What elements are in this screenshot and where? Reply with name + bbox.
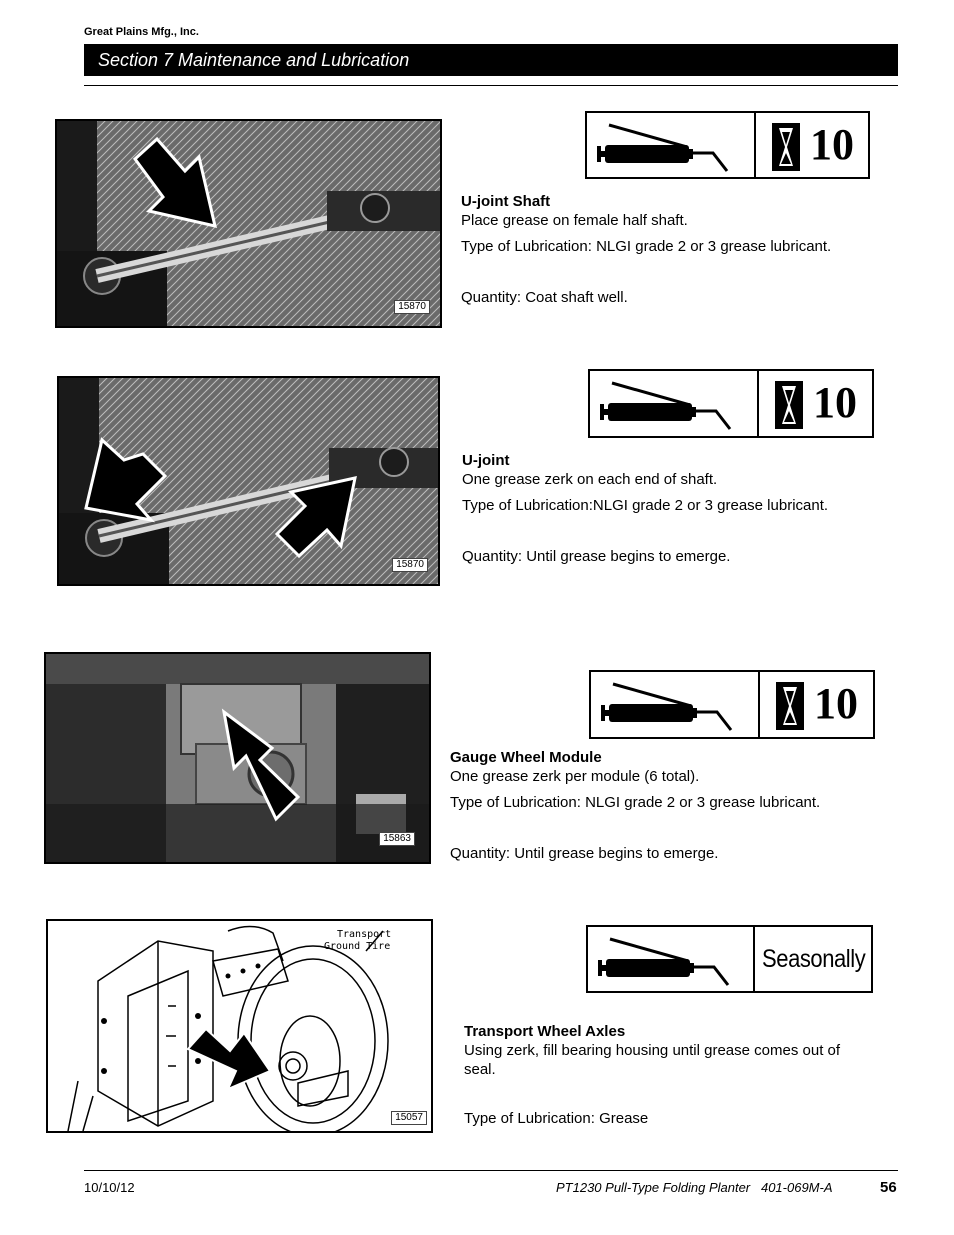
hourglass-icon <box>776 682 804 730</box>
entry-title: U-joint Shaft <box>461 193 551 210</box>
section-title-bar <box>84 44 898 76</box>
drawing-label: Ground Tire <box>324 941 391 952</box>
figure-number: 15870 <box>392 558 428 572</box>
entry-quantity: Quantity: Until grease begins to emerge. <box>462 548 731 565</box>
entry-gauge-wheel-module <box>450 748 880 863</box>
entry-instruction: One grease zerk per module (6 total). <box>450 768 700 785</box>
photo-u-joint-shaft <box>55 119 442 328</box>
interval-cell <box>755 927 872 991</box>
company-name: Great Plains Mfg., Inc. <box>84 26 199 38</box>
entry-lubrication-type: Type of Lubrication: NLGI grade 2 or 3 grease lubricant. <box>461 238 832 255</box>
lube-interval-box-3 <box>589 670 875 739</box>
entry-title: Gauge Wheel Module <box>450 749 602 766</box>
interval-value: Seasonally <box>762 944 866 973</box>
entry-lubrication-type: Type of Lubrication:NLGI grade 2 or 3 grease lubricant. <box>462 497 829 514</box>
grease-gun-icon <box>588 927 755 991</box>
interval-cell <box>759 371 872 436</box>
footer-document-title: PT1230 Pull-Type Folding Planter 401-069M-A <box>556 1180 833 1195</box>
entry-instruction: Using zerk, fill bearing housing until grease comes out of seal. <box>464 1042 841 1078</box>
footer-date: 10/10/12 <box>84 1180 135 1195</box>
figure-number: 15057 <box>391 1111 427 1125</box>
header-divider <box>84 85 898 86</box>
section-title: Section 7 Maintenance and Lubrication <box>98 50 410 70</box>
page-number: 56 <box>880 1179 897 1196</box>
entry-lubrication-type: Type of Lubrication: Grease <box>464 1110 649 1127</box>
interval-value: 10 <box>813 378 857 427</box>
grease-gun-icon <box>591 672 760 737</box>
lube-interval-box-4 <box>586 925 873 993</box>
hourglass-icon <box>772 123 800 171</box>
entry-title: U-joint <box>462 452 510 469</box>
entry-instruction: Place grease on female half shaft. <box>461 212 688 229</box>
entry-u-joint <box>462 451 882 566</box>
lube-interval-box-2 <box>588 369 874 438</box>
lube-interval-box-1 <box>585 111 870 179</box>
photo-u-joint <box>57 376 440 586</box>
drawing-label: Transport <box>337 929 392 940</box>
interval-value: 10 <box>814 679 858 728</box>
figure-number: 15863 <box>379 832 415 846</box>
grease-gun-icon <box>590 371 759 436</box>
grease-gun-icon <box>587 113 756 177</box>
entry-lubrication-type: Type of Lubrication: NLGI grade 2 or 3 grease lubricant. <box>450 794 821 811</box>
interval-cell <box>760 672 873 737</box>
entry-quantity: Quantity: Until grease begins to emerge. <box>450 845 719 862</box>
photo-gauge-wheel-module <box>44 652 431 864</box>
entry-title: Transport Wheel Axles <box>464 1023 626 1040</box>
entry-instruction: One grease zerk on each end of shaft. <box>462 471 718 488</box>
entry-transport-wheel-axles <box>464 1022 864 1128</box>
footer-divider <box>84 1170 898 1171</box>
interval-value: 10 <box>810 120 854 169</box>
interval-cell <box>756 113 868 177</box>
entry-u-joint-shaft <box>461 192 881 307</box>
entry-quantity: Quantity: Coat shaft well. <box>461 289 628 306</box>
figure-number: 15870 <box>394 300 430 314</box>
hourglass-icon <box>775 381 803 429</box>
drawing-transport-wheel-axles <box>46 919 433 1133</box>
